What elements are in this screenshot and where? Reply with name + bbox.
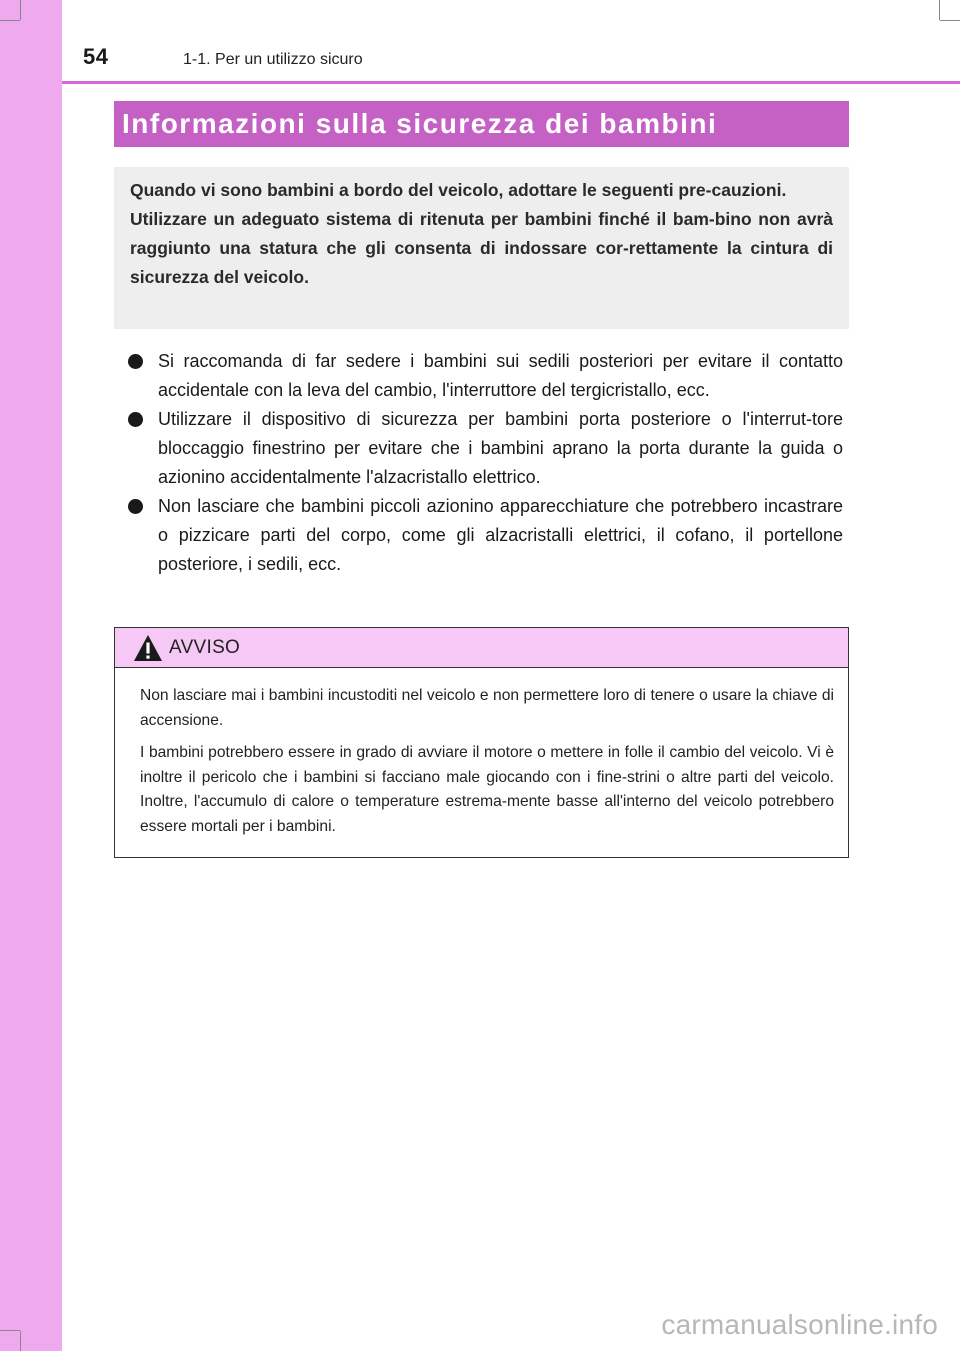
bullet-item xyxy=(126,405,843,492)
bullet-dot-icon xyxy=(128,499,143,514)
page-number: 54 xyxy=(83,44,109,69)
bullet-item xyxy=(126,492,843,579)
intro-box xyxy=(114,167,849,329)
crop-mark xyxy=(939,0,940,20)
bullet-list xyxy=(126,347,843,579)
watermark: carmanualsonline.info xyxy=(661,1309,938,1340)
bullet-item xyxy=(126,347,843,405)
bullet-text: Utilizzare il dispositivo di sicurezza per bambini porta posteriore o l'interrut-tore bloccaggio finestrino per evitare che i bambini aprano la porta durante la guida o azionino accidentalmente l'alzacristallo elettrico. xyxy=(158,409,843,487)
warning-body xyxy=(115,668,848,839)
warning-header xyxy=(115,628,848,668)
header-rule xyxy=(62,81,960,84)
side-color-strip xyxy=(0,0,62,1351)
crop-mark xyxy=(0,1330,20,1331)
crop-mark xyxy=(940,20,960,21)
warning-paragraph: I bambini potrebbero essere in grado di avviare il motore o mettere in folle il cambio del veicolo. Vi è inoltre il pericolo che i bambini si facciano male giocando con i fine-strini o altre parti del veicolo. Inoltre, l'accumulo di calore o temperature estrema-mente basse all'interno del veicolo potrebbero essere mortali per i bambini. xyxy=(140,744,834,835)
section-path: 1-1. Per un utilizzo sicuro xyxy=(183,51,363,68)
title-bar xyxy=(114,101,849,147)
warning-box xyxy=(114,627,849,858)
crop-mark xyxy=(0,20,20,21)
crop-mark xyxy=(20,0,21,20)
warning-label: AVVISO xyxy=(169,636,241,658)
bullet-text: Non lasciare che bambini piccoli azionino apparecchiature che potrebbero incastrare o pizzicare parti del corpo, come gli alzacristalli elettrici, il cofano, il portellone posteriore, i sedili, ecc. xyxy=(158,496,843,574)
bullet-text: Si raccomanda di far sedere i bambini sui sedili posteriori per evitare il contatto accidentale con la leva del cambio, l'interruttore del tergicristallo, ecc. xyxy=(158,351,843,400)
intro-paragraph: Quando vi sono bambini a bordo del veicolo, adottare le seguenti pre-cauzioni. xyxy=(130,180,787,200)
crop-mark xyxy=(20,1331,21,1351)
intro-paragraph: Utilizzare un adeguato sistema di ritenuta per bambini finché il bam-bino non avrà raggiunto una statura che gli consenta di indossare cor-rettamente la cintura di sicurezza del veicolo. xyxy=(130,209,833,287)
warning-triangle-icon xyxy=(133,634,163,662)
bullet-dot-icon xyxy=(128,412,143,427)
page-title: Informazioni sulla sicurezza dei bambini xyxy=(122,108,718,139)
warning-paragraph: Non lasciare mai i bambini incustoditi nel veicolo e non permettere loro di tenere o usare la chiave di accensione. xyxy=(140,687,834,729)
bullet-dot-icon xyxy=(128,354,143,369)
